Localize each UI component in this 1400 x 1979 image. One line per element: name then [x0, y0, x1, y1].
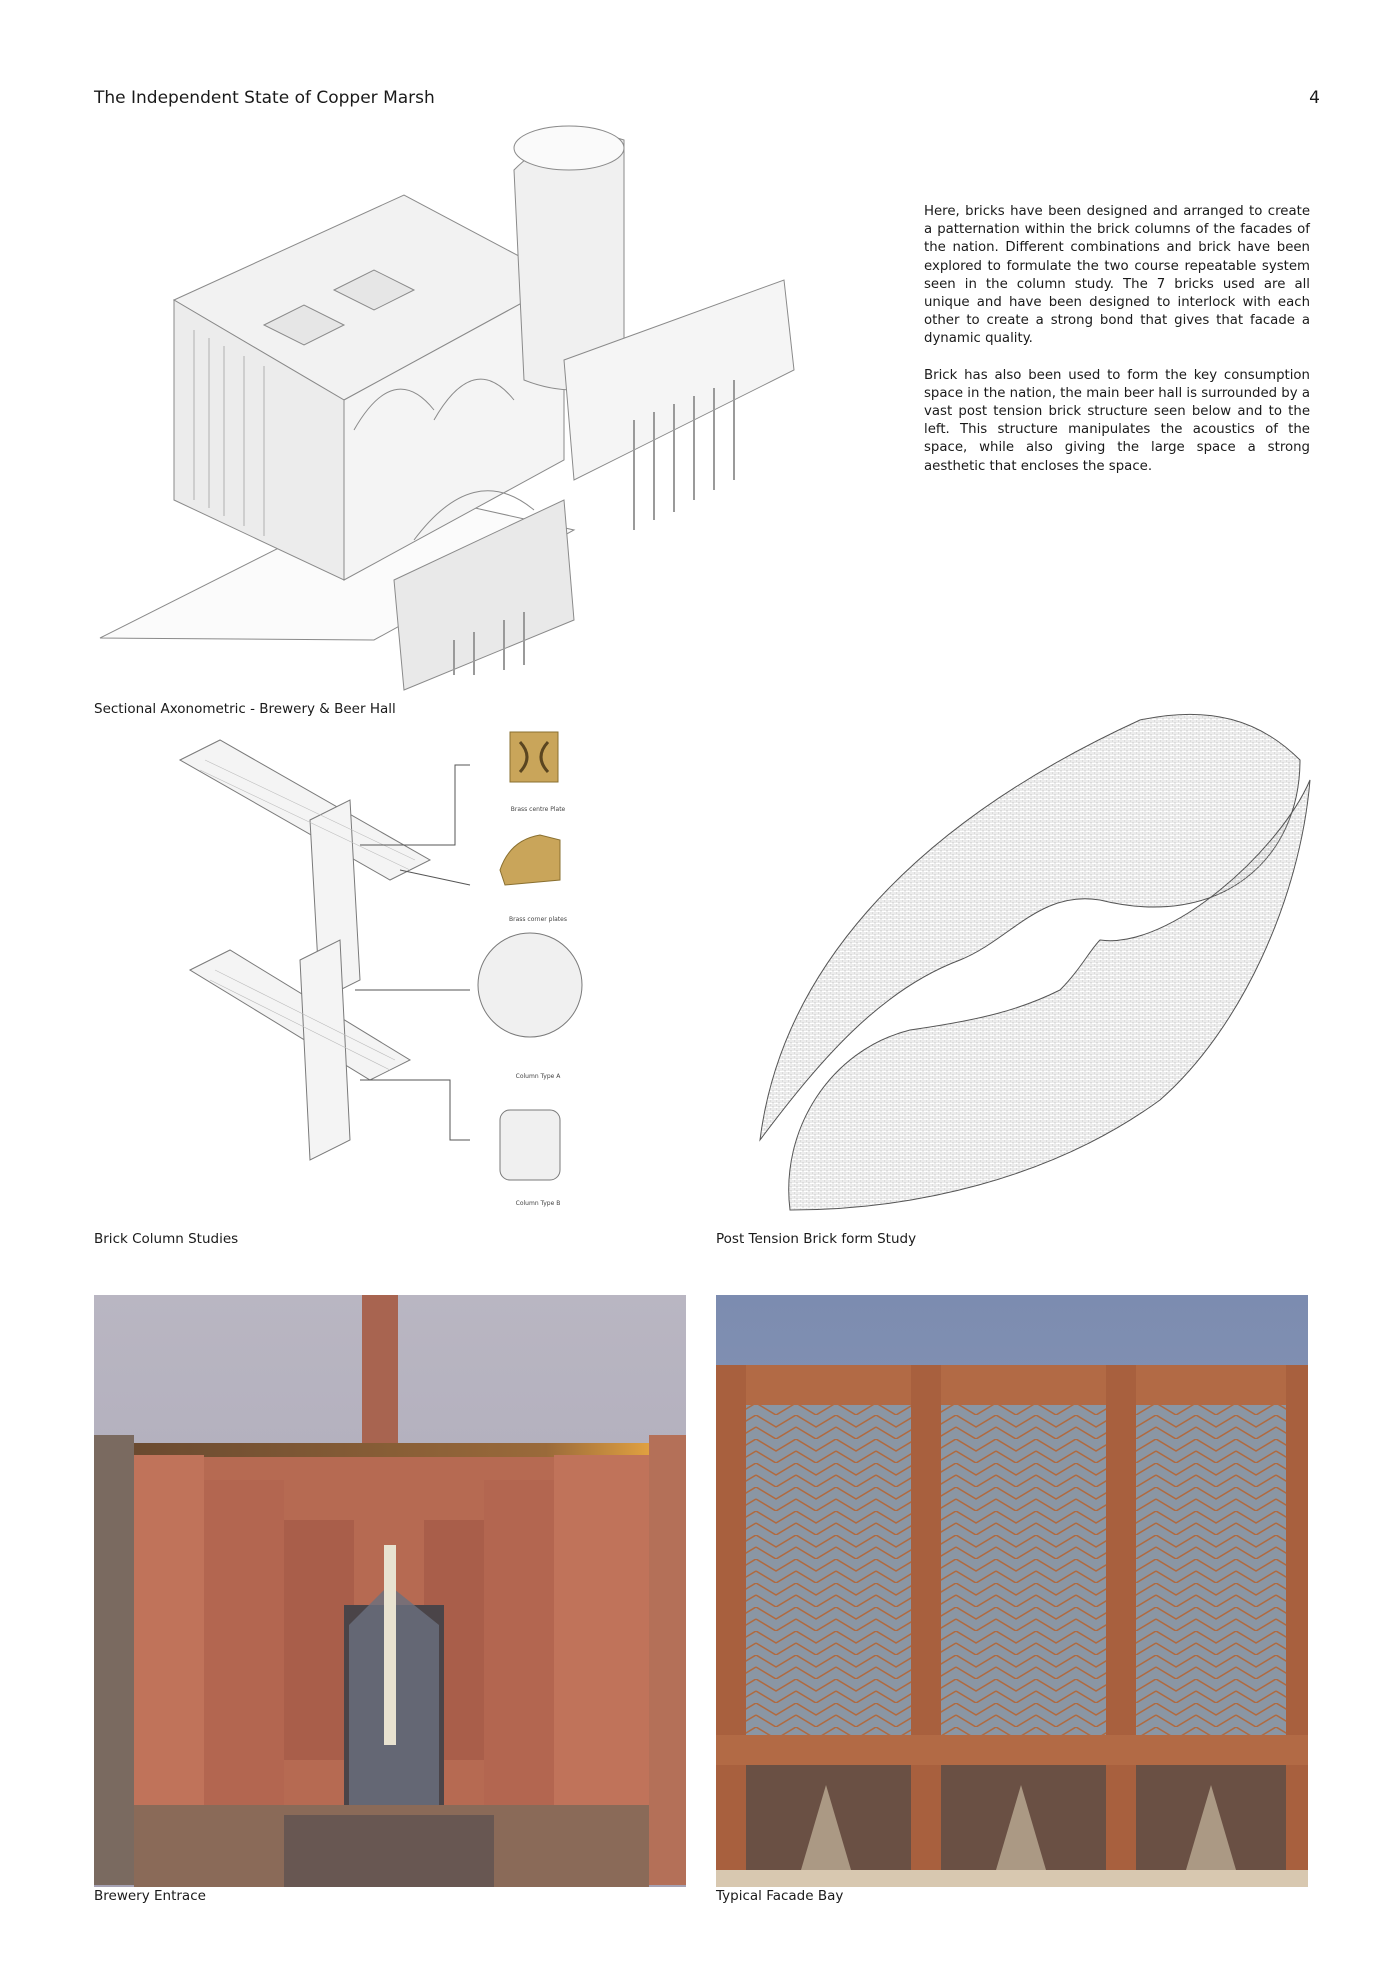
facade-caption: Typical Facade Bay [716, 1888, 844, 1904]
post-tension-drawing [740, 700, 1310, 1220]
paragraph-1: Here, bricks have been designed and arranged to create a patternation within the brick columns of the facades of the nation. Different combinations and brick have been explored to formulate the two course repeatable system seen in the column study. The 7 bricks used are all unique and have been designed to interlock with each other to create a strong bond that gives that facade a dynamic quality. [924, 204, 1310, 347]
column-studies-drawing [160, 720, 680, 1180]
page-title: The Independent State of Copper Marsh [94, 88, 435, 108]
body-text [924, 203, 1310, 494]
page-number: 4 [1309, 88, 1320, 108]
entrance-caption: Brewery Entrace [94, 1888, 206, 1904]
label-column-type-b: Column Type B [515, 1200, 561, 1207]
post-tension-caption: Post Tension Brick form Study [716, 1231, 917, 1247]
label-brass-centre-plate: Brass centre Plate [510, 806, 566, 813]
brewery-entrance-render [94, 1295, 686, 1887]
label-brass-corner-plates: Brass corner plates [509, 916, 567, 923]
axonometric-drawing [94, 100, 814, 680]
facade-bay-render [716, 1295, 1308, 1887]
column-studies-caption: Brick Column Studies [94, 1231, 239, 1247]
axonometric-caption: Sectional Axonometric - Brewery & Beer Hall [94, 701, 396, 717]
paragraph-2: Brick has also been used to form the key consumption space in the nation, the main beer hall is surrounded by a vast post tension brick structure seen below and to the left. This structure manipulates the acoustics of the space, while also giving the large space a strong aesthetic that encloses the space. [924, 367, 1310, 474]
label-column-type-a: Column Type A [515, 1073, 561, 1080]
